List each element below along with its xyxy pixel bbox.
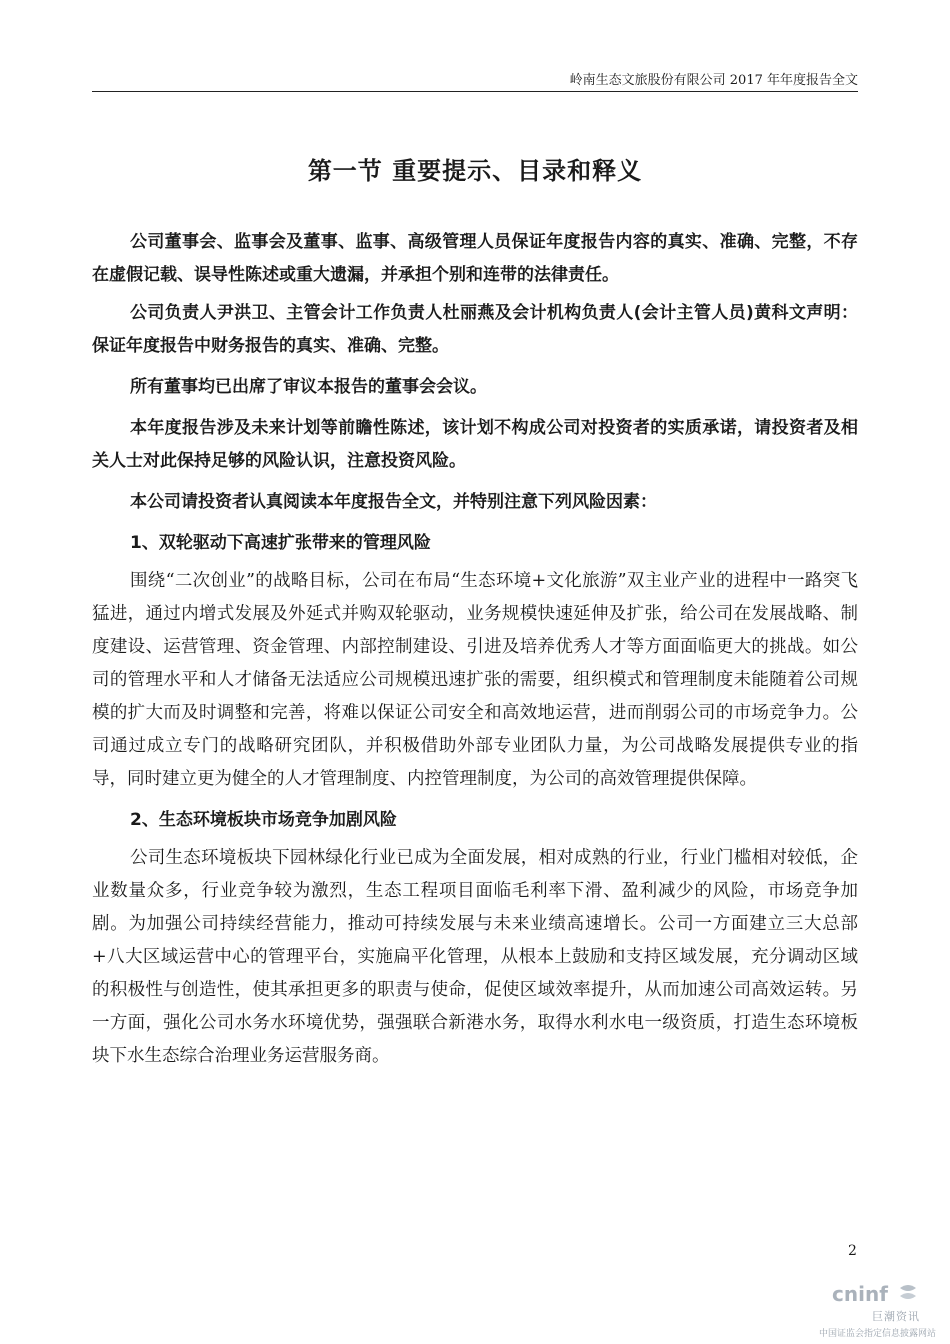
cninf-subtitle: 巨潮资讯 xyxy=(872,1310,920,1323)
risk-heading-2: 2、生态环境板块市场竞争加剧风险 xyxy=(130,810,397,830)
cninf-tagline: 中国证监会指定信息披露网站 xyxy=(818,1329,936,1339)
cninf-logo-text: cninf xyxy=(832,1282,888,1306)
risk-body-2: 公司生态环境板块下园林绿化行业已成为全面发展，相对成熟的行业，行业门槛相对较低，企业数量众多，行业竞争较为激烈，生态工程项目面临毛利率下滑、盈利减少的风险，市场竞争加剧。为加强公司持续经营能力，推动可持续发展与未来业绩高速增长。公司一方面建立三大总部+八大区域运营中心的管理平台，实施扁平化管理，从根本上鼓励和支持区域发展，充分调动区域的积极性与创造性，使其承担更多的职责与使命，促使区域效率提升，从而加速公司高效运转。另一方面，强化公司水务水环境优势，强强联合新港水务，取得水利水电一级资质，打造生态环境板块下水生态综合治理业务运营服务商。 xyxy=(92,848,858,1066)
cninf-watermark xyxy=(802,1276,942,1342)
paragraph-officers-declaration: 公司负责人尹洪卫、主管会计工作负责人杜丽燕及会计机构负责人(会计主管人员)黄科文声明：保证年度报告中财务报告的真实、准确、完整。 xyxy=(92,303,858,356)
cninf-logo-icon xyxy=(830,1280,920,1308)
paragraph-risk-intro: 本公司请投资者认真阅读本年度报告全文，并特别注意下列风险因素： xyxy=(130,492,657,512)
document-body xyxy=(92,226,858,1073)
paragraph-board-attendance: 所有董事均已出席了审议本报告的董事会会议。 xyxy=(130,377,487,397)
risk-heading-1: 1、双轮驱动下高速扩张带来的管理风险 xyxy=(130,533,431,553)
page-number: 2 xyxy=(848,1243,857,1259)
section-title: 第一节 重要提示、目录和释义 xyxy=(307,157,643,185)
paragraph-responsibility-statement: 公司董事会、监事会及董事、监事、高级管理人员保证年度报告内容的真实、准确、完整，不存在虚假记载、误导性陈述或重大遗漏，并承担个别和连带的法律责任。 xyxy=(92,232,858,285)
risk-body-1: 围绕“二次创业”的战略目标，公司在布局“生态环境+文化旅游”双主业产业的进程中一路突飞猛进，通过内增式发展及外延式并购双轮驱动，业务规模快速延伸及扩张，给公司在发展战略、制度建设、运营管理、资金管理、内部控制建设、引进及培养优秀人才等方面面临更大的挑战。如公司的管理水平和人才储备无法适应公司规模迅速扩张的需要，组织模式和管理制度未能随着公司规模的扩大而及时调整和完善，将难以保证公司安全和高效地运营，进而削弱公司的市场竞争力。公司通过成立专门的战略研究团队，并积极借助外部专业团队力量，为公司战略发展提供专业的指导，同时建立更为健全的人才管理制度、内控管理制度，为公司的高效管理提供保障。 xyxy=(92,571,858,789)
paragraph-forward-looking: 本年度报告涉及未来计划等前瞻性陈述，该计划不构成公司对投资者的实质承诺，请投资者及相关人士对此保持足够的风险认识，注意投资风险。 xyxy=(92,418,858,471)
running-header: 岭南生态文旅股份有限公司 2017 年年度报告全文 xyxy=(92,74,858,92)
